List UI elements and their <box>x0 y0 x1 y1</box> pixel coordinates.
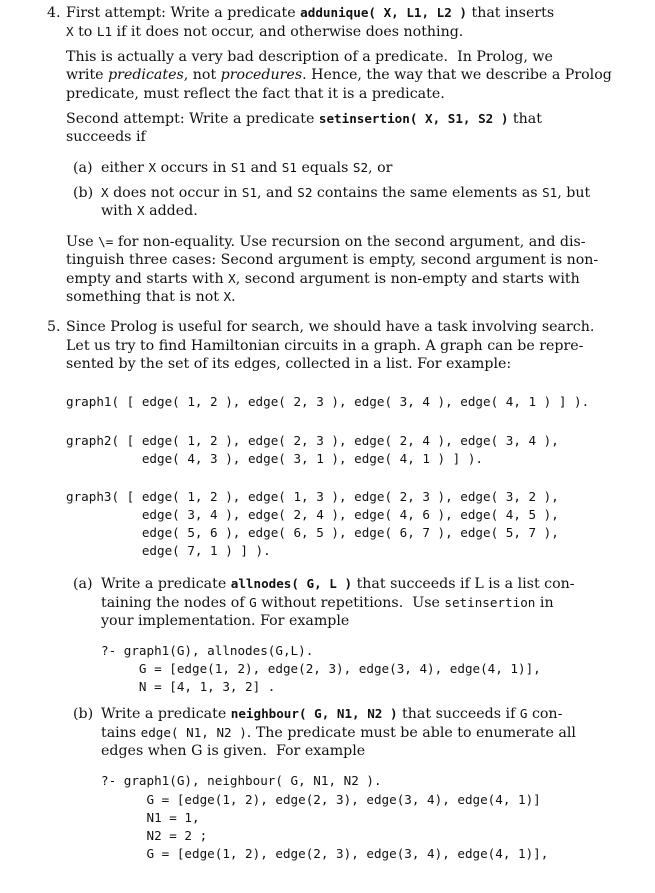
code: X <box>66 24 74 39</box>
text: occurs in <box>156 160 231 176</box>
text: . The predicate must be able to enumerate all <box>246 725 576 741</box>
intro-line-1: Since Prolog is useful for search, we should have a task involving search. <box>66 319 595 335</box>
text: contains the same elements as <box>312 185 543 201</box>
text: and <box>246 160 282 176</box>
para1-line-2 <box>66 66 612 84</box>
graph1-line: graph1( [ edge( 1, 2 ), edge( 2, 3 ), edge( 3, 4 ), edge( 4, 1 ) ] ). <box>66 394 590 409</box>
text: with <box>101 203 138 219</box>
first-attempt-line-2 <box>66 23 463 41</box>
text: either <box>101 160 149 176</box>
code-allnodes: allnodes( G, L ) <box>230 576 353 591</box>
code: L1 <box>96 24 113 39</box>
case-a-label: (a) <box>73 160 93 176</box>
text: . <box>231 289 236 305</box>
part-b-line-1 <box>101 705 562 723</box>
first-attempt-line-1 <box>66 4 554 22</box>
text: that succeeds if <box>352 576 475 592</box>
code: X <box>228 271 236 286</box>
text: , and <box>257 185 298 201</box>
code: S1 <box>241 185 258 200</box>
text: equals <box>296 160 353 176</box>
para1-line-1: This is actually a very bad description of a predicate. In Prolog, we <box>66 49 553 65</box>
code: edge( N1, N2 ) <box>140 725 247 740</box>
graph2-line-2: edge( 4, 3 ), edge( 3, 1 ), edge( 4, 1 ) ] ). <box>66 451 484 466</box>
part-b-line-3: edges when G is given. For example <box>101 743 366 759</box>
part-a-label: (a) <box>73 576 93 592</box>
part-b-code-2: G = [edge(1, 2), edge(2, 3), edge(3, 4), edge(4, 1)] <box>101 792 541 807</box>
text: , second argument is non-empty and starts with <box>235 271 580 287</box>
text: L <box>474 576 484 592</box>
text: that succeeds if <box>397 706 520 722</box>
emphasis: procedures <box>220 67 303 83</box>
emphasis: predicates <box>108 67 184 83</box>
text: Use <box>66 234 99 250</box>
text: tains <box>101 725 141 741</box>
code-setinsertion: setinsertion( X, S1, S2 ) <box>318 111 509 126</box>
code: S2 <box>352 160 369 175</box>
para2-line-4 <box>66 288 236 306</box>
part-b-code-4: N2 = 2 ; <box>101 828 208 843</box>
text: , but <box>557 185 591 201</box>
text: something that is not <box>66 289 224 305</box>
text: is a list con- <box>483 576 575 592</box>
text: empty and starts with <box>66 271 229 287</box>
text: , not <box>183 67 221 83</box>
text: that inserts <box>466 5 555 21</box>
code: S1 <box>542 185 558 200</box>
code: X <box>137 203 145 218</box>
text: Second attempt: Write a predicate <box>66 111 319 127</box>
para2-line-3 <box>66 270 580 288</box>
code: G <box>249 595 257 610</box>
intro-line-3: sented by the set of its edges, collected in a list. For example: <box>66 356 512 372</box>
text: if it does not occur, and otherwise does nothing. <box>112 24 464 40</box>
graph3-line-1: graph3( [ edge( 1, 2 ), edge( 1, 3 ), edge( 2, 3 ), edge( 3, 2 ), <box>66 489 559 504</box>
case-b-line-2 <box>101 202 198 220</box>
part-a-line-2 <box>101 594 554 612</box>
item-5-number: 5. <box>47 319 61 335</box>
part-a-line-1 <box>101 575 575 593</box>
case-b-label: (b) <box>73 185 94 201</box>
text: . Hence, the way that we describe a Prolog <box>302 67 612 83</box>
graph3-line-3: edge( 5, 6 ), edge( 6, 5 ), edge( 6, 7 ), edge( 5, 7 ), <box>66 525 559 540</box>
text: taining the nodes of <box>101 595 250 611</box>
code: X <box>101 185 109 200</box>
part-a-code-2: G = [edge(1, 2), edge(2, 3), edge(3, 4), edge(4, 1)], <box>101 661 541 676</box>
second-attempt-line-2: succeeds if <box>66 129 146 145</box>
code: G <box>519 706 528 721</box>
text: Write a predicate <box>101 576 231 592</box>
part-b-code-5: G = [edge(1, 2), edge(2, 3), edge(3, 4), edge(4, 1)], <box>101 846 549 861</box>
text: write <box>66 67 109 83</box>
intro-line-2: Let us try to find Hamiltonian circuits in a graph. A graph can be repre- <box>66 338 584 354</box>
case-a-line <box>101 159 392 177</box>
para2-line-2: tinguish three cases: Second argument is empty, second argument is non- <box>66 252 599 268</box>
part-a-line-3: your implementation. For example <box>101 613 350 629</box>
text: that <box>508 111 542 127</box>
text: added. <box>144 203 198 219</box>
para2-line-1 <box>66 233 586 251</box>
text: in <box>535 595 554 611</box>
text: Write a predicate <box>101 706 231 722</box>
graph3-line-4: edge( 7, 1 ) ] ). <box>66 543 271 558</box>
code-addunique: addunique( X, L1, L2 ) <box>300 5 467 20</box>
graph3-line-2: edge( 3, 4 ), edge( 2, 4 ), edge( 4, 6 ), edge( 4, 5 ), <box>66 507 559 522</box>
text: for non-equality. Use recursion on the second argument, and dis- <box>113 234 586 250</box>
second-attempt-line-1 <box>66 110 542 128</box>
text: con- <box>527 706 563 722</box>
code: X <box>148 160 157 175</box>
case-b-line-1 <box>101 184 590 202</box>
item-4-number: 4. <box>47 5 61 21</box>
text: does not occur in <box>108 185 242 201</box>
part-a-code-3: N = [4, 1, 3, 2] . <box>101 679 276 694</box>
part-b-line-2 <box>101 724 576 742</box>
para1-line-3: predicate, must reflect the fact that it is a predicate. <box>66 86 445 102</box>
code: S1 <box>230 160 247 175</box>
graph2-line-1: graph2( [ edge( 1, 2 ), edge( 2, 3 ), edge( 2, 4 ), edge( 3, 4 ), <box>66 433 559 448</box>
text: without repetitions. Use <box>256 595 445 611</box>
code: S2 <box>297 185 313 200</box>
code-neq: \= <box>98 234 114 249</box>
text: to <box>73 24 97 40</box>
text: , or <box>368 160 393 176</box>
text: First attempt: Write a predicate <box>66 5 301 21</box>
part-b-label: (b) <box>73 706 94 722</box>
code: X <box>223 289 232 304</box>
code: setinsertion <box>444 595 536 610</box>
part-a-code-1: ?- graph1(G), allnodes(G,L). <box>101 643 314 658</box>
code: S1 <box>281 160 297 175</box>
part-b-code-1: ?- graph1(G), neighbour( G, N1, N2 ). <box>101 773 382 788</box>
code-neighbour: neighbour( G, N1, N2 ) <box>230 706 398 721</box>
part-b-code-3: N1 = 1, <box>101 810 200 825</box>
